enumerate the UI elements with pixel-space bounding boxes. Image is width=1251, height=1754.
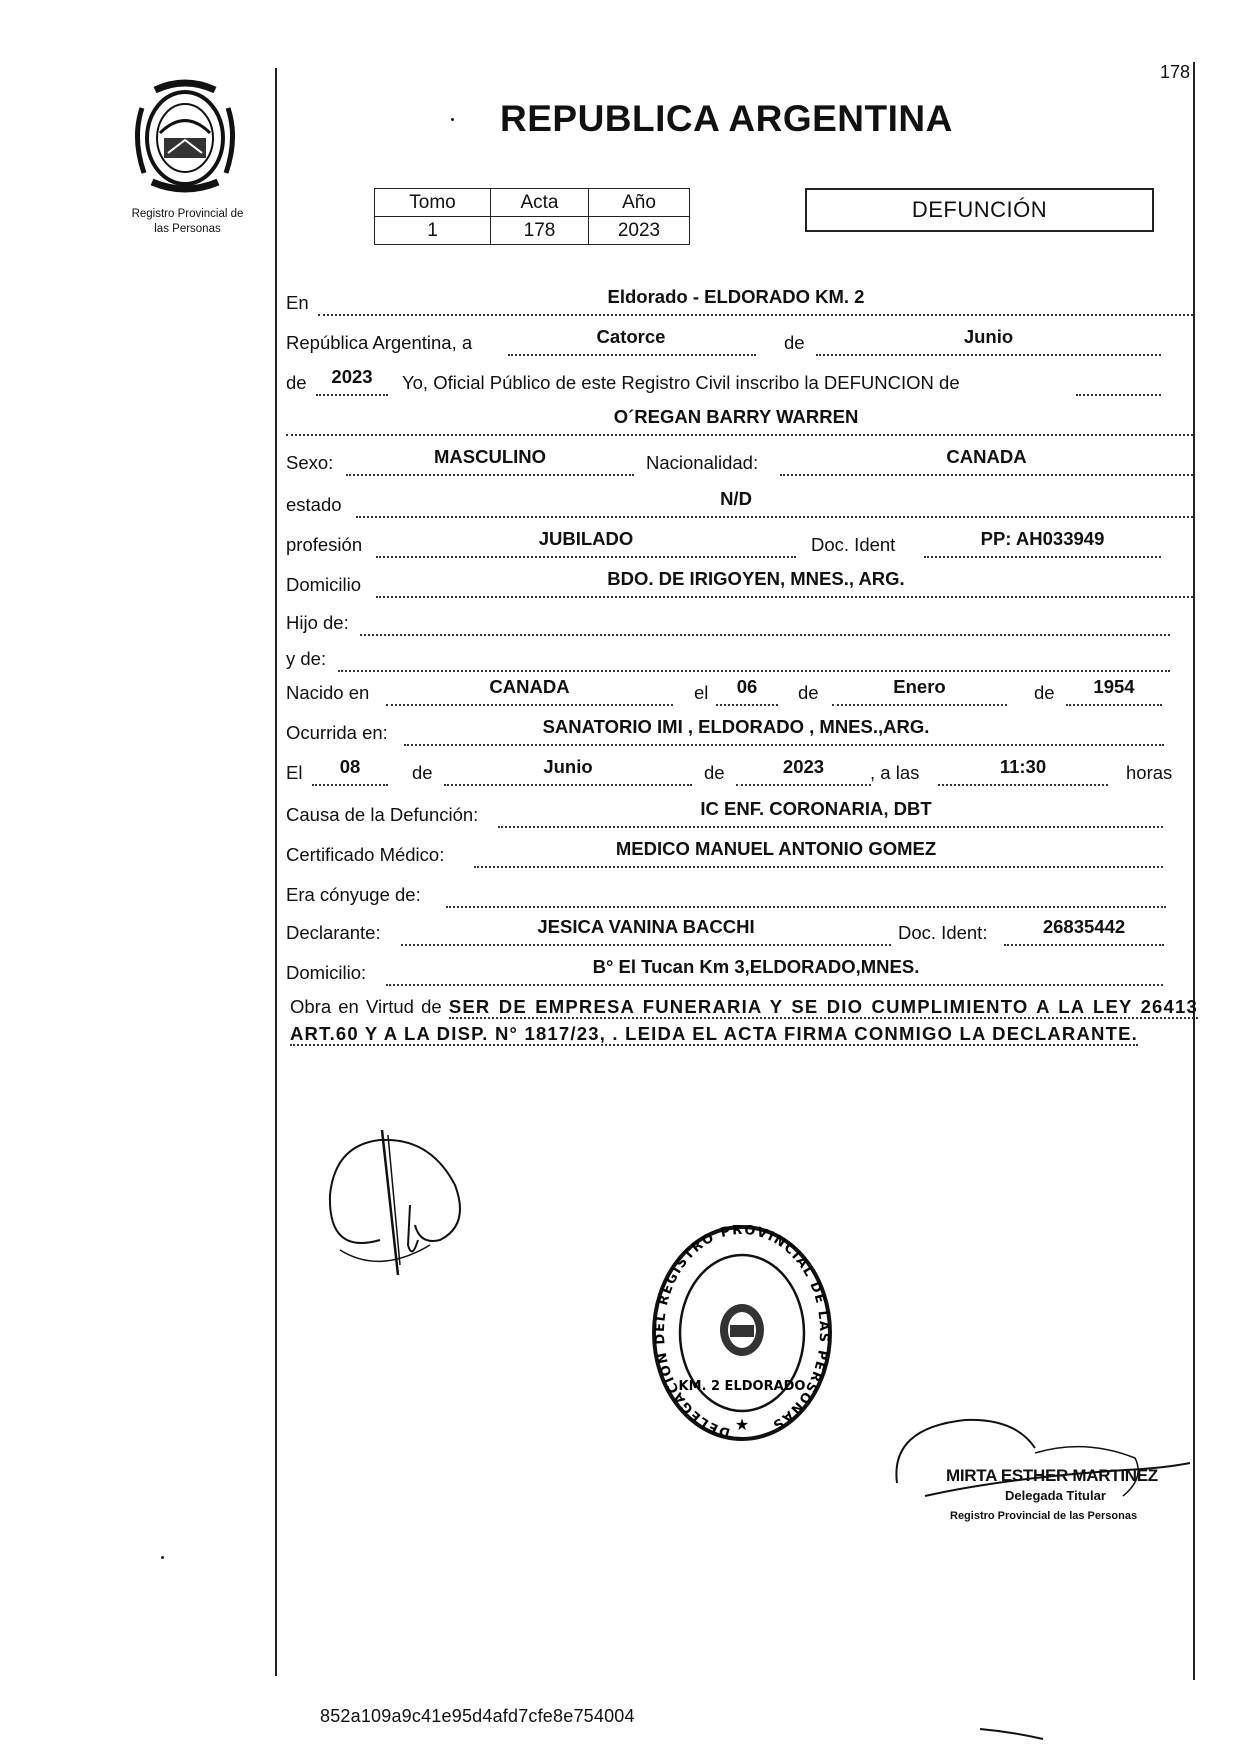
province-coat-of-arms	[130, 78, 240, 193]
value-estado: N/D	[720, 488, 752, 509]
label-causa: Causa de la Defunción:	[286, 804, 479, 825]
row-nacido	[286, 676, 1196, 708]
stamp-star-icon: ★	[734, 1415, 750, 1434]
value-year: 2023	[331, 366, 373, 387]
value-certificado: MEDICO MANUEL ANTONIO GOMEZ	[615, 838, 937, 859]
value-death-year: 2023	[782, 756, 825, 777]
label-nacido: Nacido en	[286, 682, 370, 703]
label-de4: de	[1034, 682, 1055, 703]
value-doc: PP: AH033949	[980, 528, 1105, 549]
label-doc: Doc. Ident	[811, 534, 896, 555]
official-role: Delegada Titular	[1005, 1488, 1106, 1503]
row-fecha-defuncion	[286, 756, 1196, 788]
label-domicilio2: Domicilio:	[286, 962, 367, 983]
value-nacido: CANADA	[489, 676, 570, 697]
value-domicilio: BDO. DE IRIGOYEN, MNES., ARG.	[607, 568, 905, 589]
header-tomo: Tomo	[375, 189, 491, 217]
value-nacionalidad: CANADA	[946, 446, 1027, 467]
row-certificado	[286, 838, 1196, 870]
label-en: En	[286, 292, 309, 313]
label-conyuge: Era cónyuge de:	[286, 884, 421, 905]
label-yde: y de:	[286, 648, 327, 669]
record-table-header-row	[375, 189, 690, 217]
row-domicilio	[286, 568, 1196, 600]
row-declarante	[286, 916, 1196, 948]
value-death-time: 11:30	[999, 756, 1047, 777]
row-ocurrida	[286, 716, 1196, 748]
header-ano: Año	[589, 189, 690, 217]
label-de2: de	[286, 372, 307, 393]
stamp-ring-text: DELEGACION DEL REGISTRO PROVINCIAL DE LAS PERSONAS	[652, 1225, 832, 1440]
row-deceased	[286, 406, 1196, 438]
header-acta: Acta	[491, 189, 589, 217]
value-acta: 178	[491, 217, 589, 245]
label-estado: estado	[286, 494, 342, 515]
value-day-words: Catorce	[596, 326, 666, 347]
row-year	[286, 366, 1196, 398]
label-horas: horas	[1126, 762, 1173, 783]
label-de6: de	[704, 762, 725, 783]
label-sexo: Sexo:	[286, 452, 334, 473]
label-el: el	[694, 682, 709, 703]
registry-round-stamp	[650, 1225, 835, 1450]
value-tomo: 1	[375, 217, 491, 245]
row-domicilio-declarante	[286, 956, 1196, 988]
row-en	[286, 286, 1196, 318]
row-hijo	[286, 612, 1196, 638]
value-birth-year: 1954	[1093, 676, 1135, 697]
label-republica: República Argentina, a	[286, 332, 473, 353]
row-profesion	[286, 528, 1196, 560]
value-birth-month: Enero	[893, 676, 946, 697]
value-domicilio2: B° El Tucan Km 3,ELDORADO,MNES.	[592, 956, 920, 977]
value-profesion: JUBILADO	[538, 528, 634, 549]
declarant-signature	[320, 1125, 480, 1290]
value-death-month: Junio	[543, 756, 593, 777]
stray-dot	[451, 118, 454, 121]
page-title: REPUBLICA ARGENTINA	[500, 98, 953, 139]
official-office: Registro Provincial de las Personas	[950, 1510, 1138, 1522]
label-de5: de	[412, 762, 433, 783]
label-decl-doc: Doc. Ident:	[898, 922, 988, 943]
registry-label-line2: las Personas	[154, 223, 221, 235]
record-table-value-row	[375, 217, 690, 245]
value-decl-doc: 26835442	[1042, 916, 1126, 937]
value-causa: IC ENF. CORONARIA, DBT	[700, 798, 932, 819]
value-deceased-name: O´REGAN BARRY WARREN	[613, 406, 859, 427]
value-declarante: JESICA VANINA BACCHI	[537, 916, 755, 937]
value-ocurrida: SANATORIO IMI , ELDORADO , MNES.,ARG.	[542, 716, 930, 737]
registry-label	[100, 207, 275, 237]
value-death-day: 08	[339, 756, 361, 777]
label-profesion: profesión	[286, 534, 363, 555]
document-hash: 852a109a9c41e95d4afd7cfe8e754004	[320, 1706, 635, 1726]
row-conyuge	[286, 884, 1196, 910]
row-yde	[286, 648, 1196, 674]
label-obra: Obra en Virtud de	[290, 996, 442, 1017]
label-nacionalidad: Nacionalidad:	[646, 452, 759, 473]
label-de: de	[784, 332, 805, 353]
value-obra: SER DE EMPRESA FUNERARIA Y SE DIO CUMPLIMIENTO A LA LEY 26413 ART.60 Y A LA DISP. N° 1817/23, . LEIDA EL ACTA FIRMA CONMIGO LA DECLARANTE.	[290, 996, 1199, 1044]
margin-mark	[978, 1724, 1048, 1744]
value-birth-day: 06	[736, 676, 758, 697]
label-el2: El	[286, 762, 303, 783]
label-domicilio: Domicilio	[286, 574, 362, 595]
label-hijo: Hijo de:	[286, 612, 349, 633]
official-name: MIRTA ESTHER MARTINEZ	[946, 1466, 1158, 1485]
obra-paragraph	[290, 993, 1198, 1047]
record-table	[374, 188, 690, 245]
value-month: Junio	[963, 326, 1014, 347]
left-margin-line	[275, 68, 277, 1676]
label-certificado: Certificado Médico:	[286, 844, 445, 865]
row-causa	[286, 798, 1196, 830]
stray-dot	[161, 1556, 164, 1559]
row-sexo	[286, 446, 1196, 478]
value-ano: 2023	[589, 217, 690, 245]
row-estado	[286, 488, 1196, 520]
value-sexo: MASCULINO	[433, 446, 547, 467]
row-republica	[286, 326, 1196, 358]
record-type-box: DEFUNCIÓN	[805, 188, 1154, 232]
page-number: 178	[1160, 62, 1191, 82]
label-de3: de	[798, 682, 819, 703]
label-ocurrida: Ocurrida en:	[286, 722, 388, 743]
label-yo: Yo, Oficial Público de este Registro Civil inscribo la DEFUNCION de	[402, 372, 960, 393]
label-alas: , a las	[870, 762, 920, 783]
label-declarante: Declarante:	[286, 922, 381, 943]
registry-label-line1: Registro Provincial de	[131, 208, 244, 220]
value-en: Eldorado - ELDORADO KM. 2	[607, 286, 865, 307]
stamp-inner-text: KM. 2 ELDORADO	[678, 1379, 806, 1394]
